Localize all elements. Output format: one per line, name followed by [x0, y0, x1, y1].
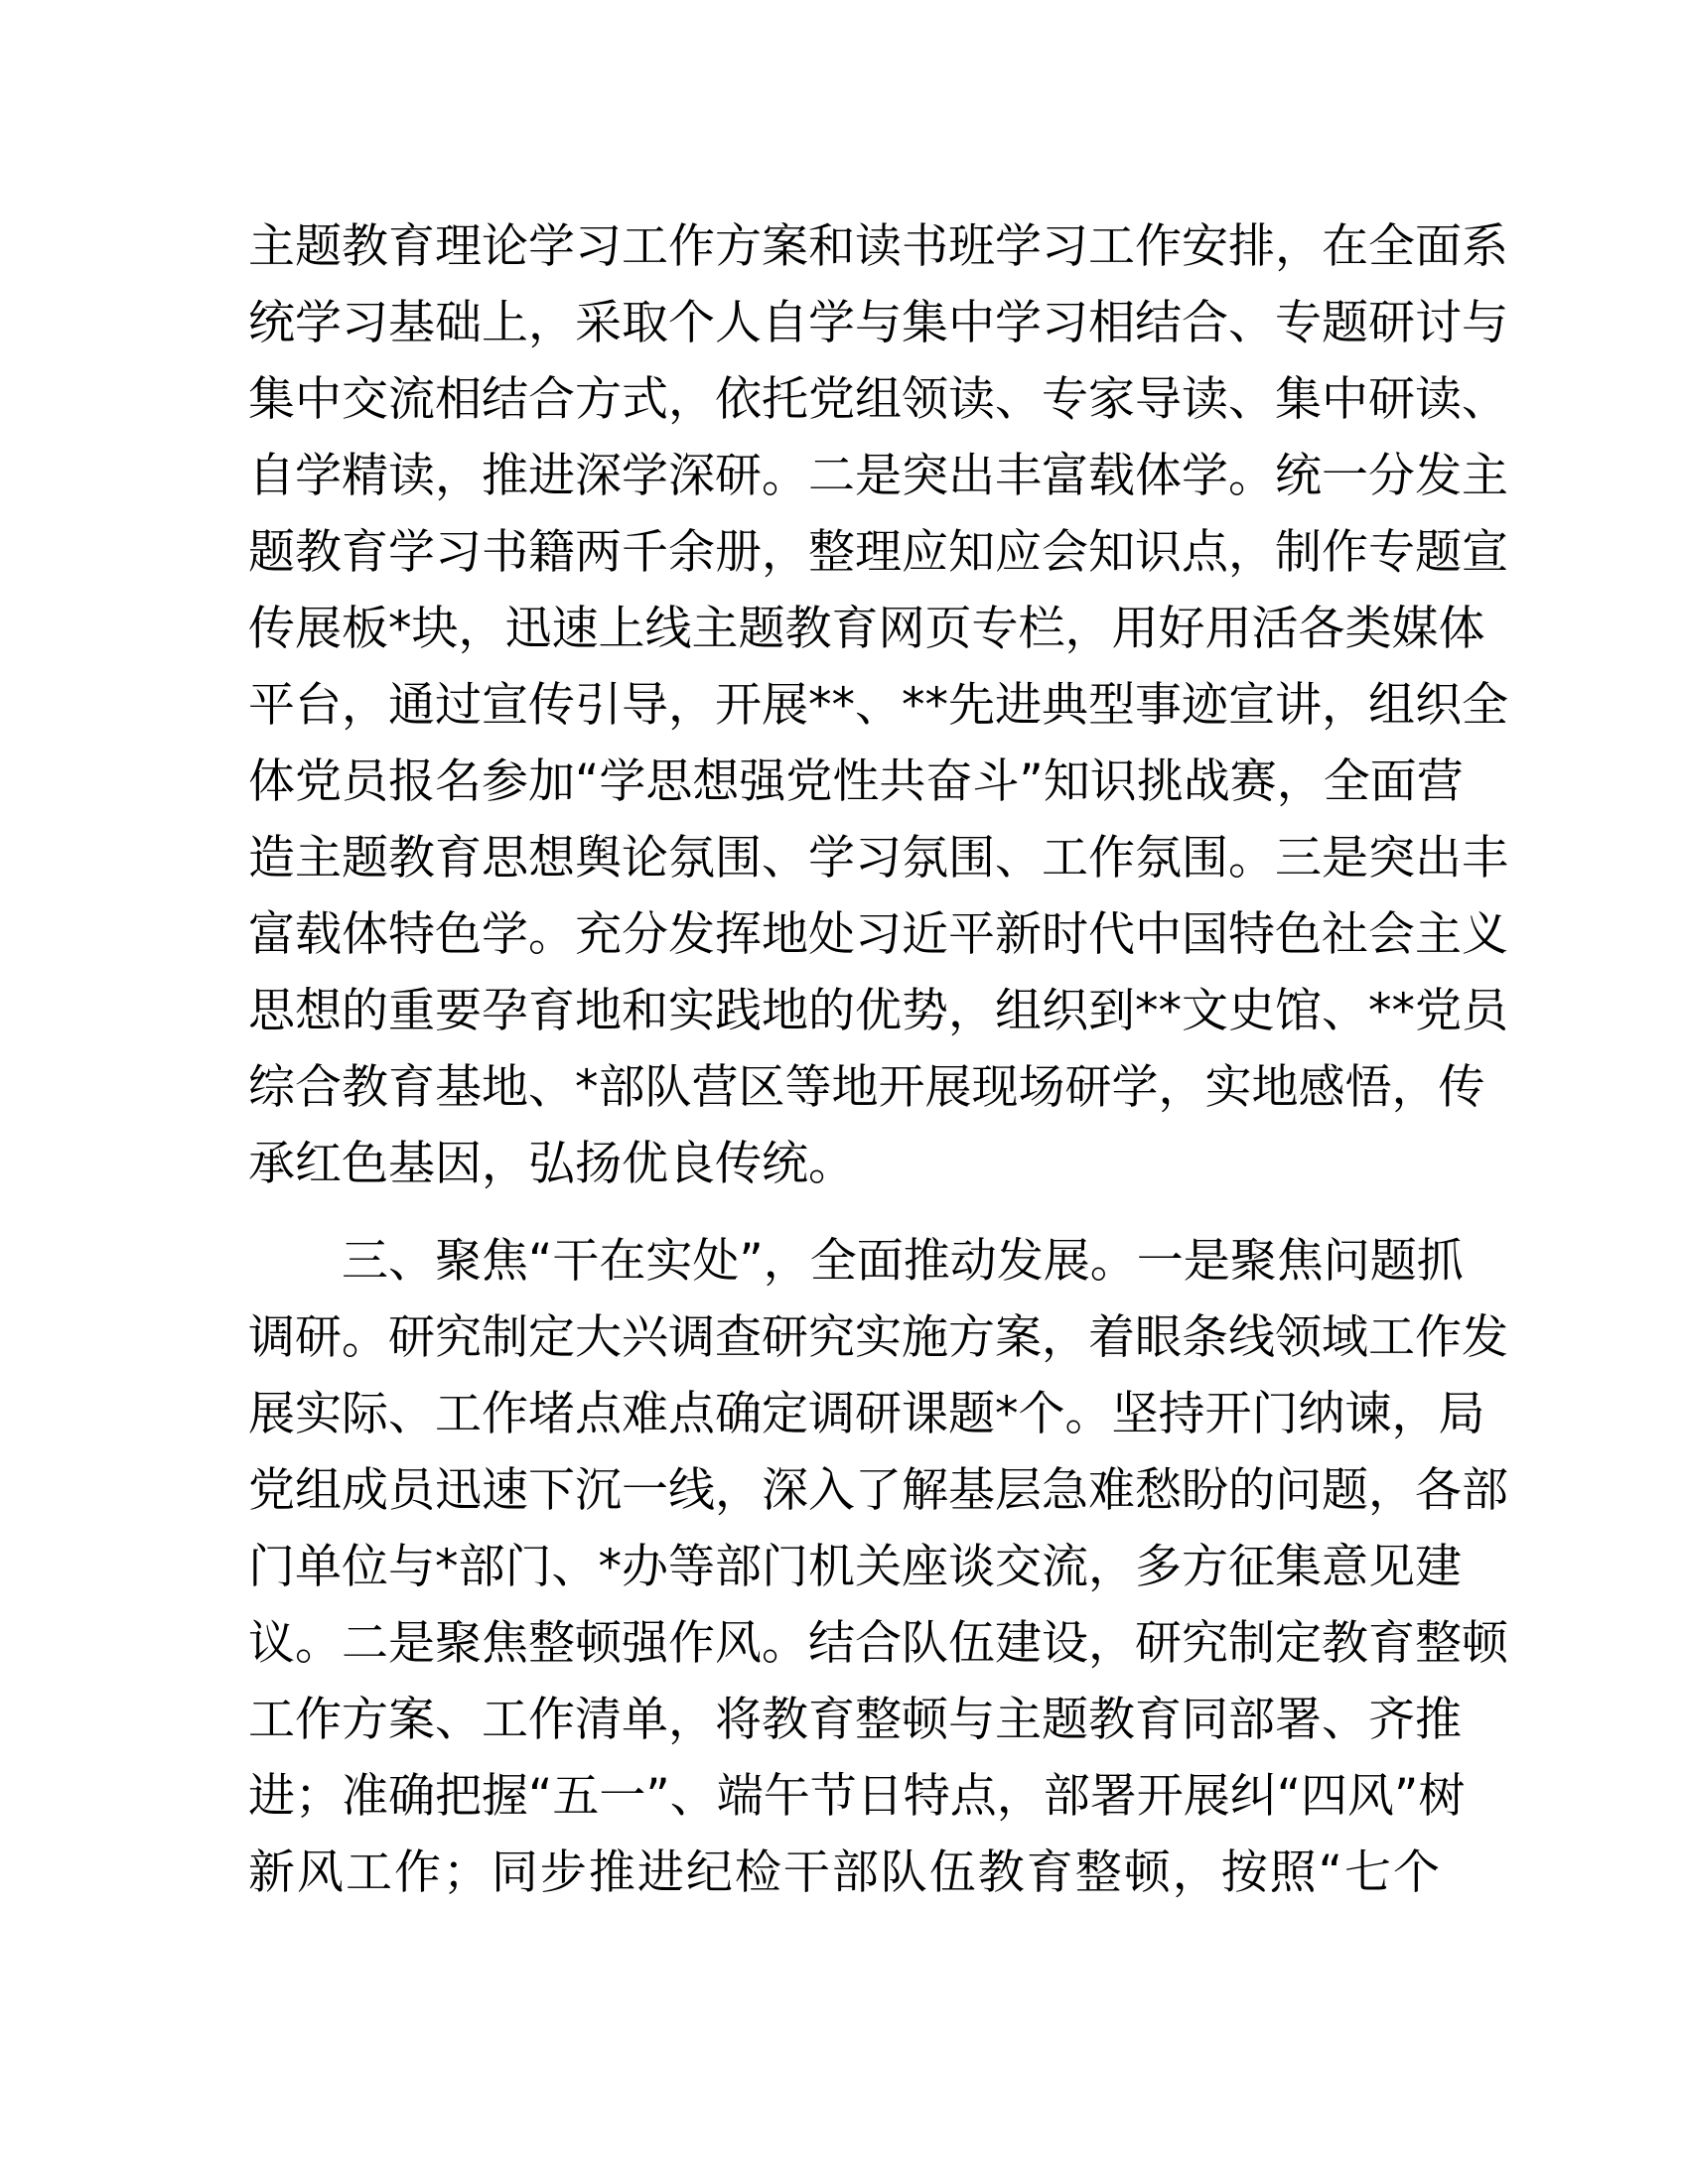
text-line: 展实际、工作堵点难点确定调研课题*个。坚持开门纳谏，局: [248, 1387, 1485, 1441]
text-line-indented: 三、聚焦“干在实处”，全面推动发展。一是聚焦问题抓: [342, 1234, 1464, 1289]
paragraph-1: [248, 208, 1508, 1202]
text-line: 平台，通过宣传引导，开展**、**先进典型事迹宣讲，组织全: [248, 678, 1508, 733]
text-line-last: 承红色基因，弘扬优良传统。: [248, 1137, 855, 1191]
text-line: 议。二是聚焦整顿强作风。结合队伍建设，研究制定教育整顿: [248, 1616, 1508, 1671]
text-line: 题教育学习书籍两千余册，整理应知应会知识点，制作专题宣: [248, 525, 1508, 580]
text-line: 集中交流相结合方式，依托党组领读、专家导读、集中研读、: [248, 372, 1508, 427]
text-line: 工作方案、工作清单，将教育整顿与主题教育同部署、齐推: [248, 1693, 1462, 1747]
text-line: 主题教育理论学习工作方案和读书班学习工作安排，在全面系: [248, 219, 1508, 274]
text-line: 统学习基础上，采取个人自学与集中学习相结合、专题研讨与: [248, 296, 1508, 350]
text-line: 体党员报名参加“学思想强党性共奋斗”知识挑战赛，全面营: [248, 754, 1464, 809]
text-line: 门单位与*部门、*办等部门机关座谈交流，多方征集意见建: [248, 1540, 1462, 1594]
text-line: 造主题教育思想舆论氛围、学习氛围、工作氛围。三是突出丰: [248, 831, 1508, 886]
text-line: 进；准确把握“五一”、端午节日特点，部署开展纠“四风”树: [248, 1769, 1466, 1824]
text-line: 综合教育基地、*部队营区等地开展现场研学，实地感悟，传: [248, 1060, 1485, 1115]
text-line: 调研。研究制定大兴调查研究实施方案，着眼条线领域工作发: [248, 1310, 1508, 1365]
text-line: 党组成员迅速下沉一线，深入了解基层急难愁盼的问题，各部: [248, 1463, 1508, 1518]
text-line: 新风工作；同步推进纪检干部队伍教育整顿，按照“七个: [248, 1845, 1440, 1900]
text-line: 富载体特色学。充分发挥地处习近平新时代中国特色社会主义: [248, 907, 1508, 962]
text-line: 自学精读，推进深学深研。二是突出丰富载体学。统一分发主: [248, 449, 1508, 503]
text-line: 思想的重要孕育地和实践地的优势，组织到**文史馆、**党员: [248, 984, 1508, 1038]
paragraph-2: [248, 1223, 1508, 1911]
text-line: 传展板*块，迅速上线主题教育网页专栏，用好用活各类媒体: [248, 602, 1485, 656]
